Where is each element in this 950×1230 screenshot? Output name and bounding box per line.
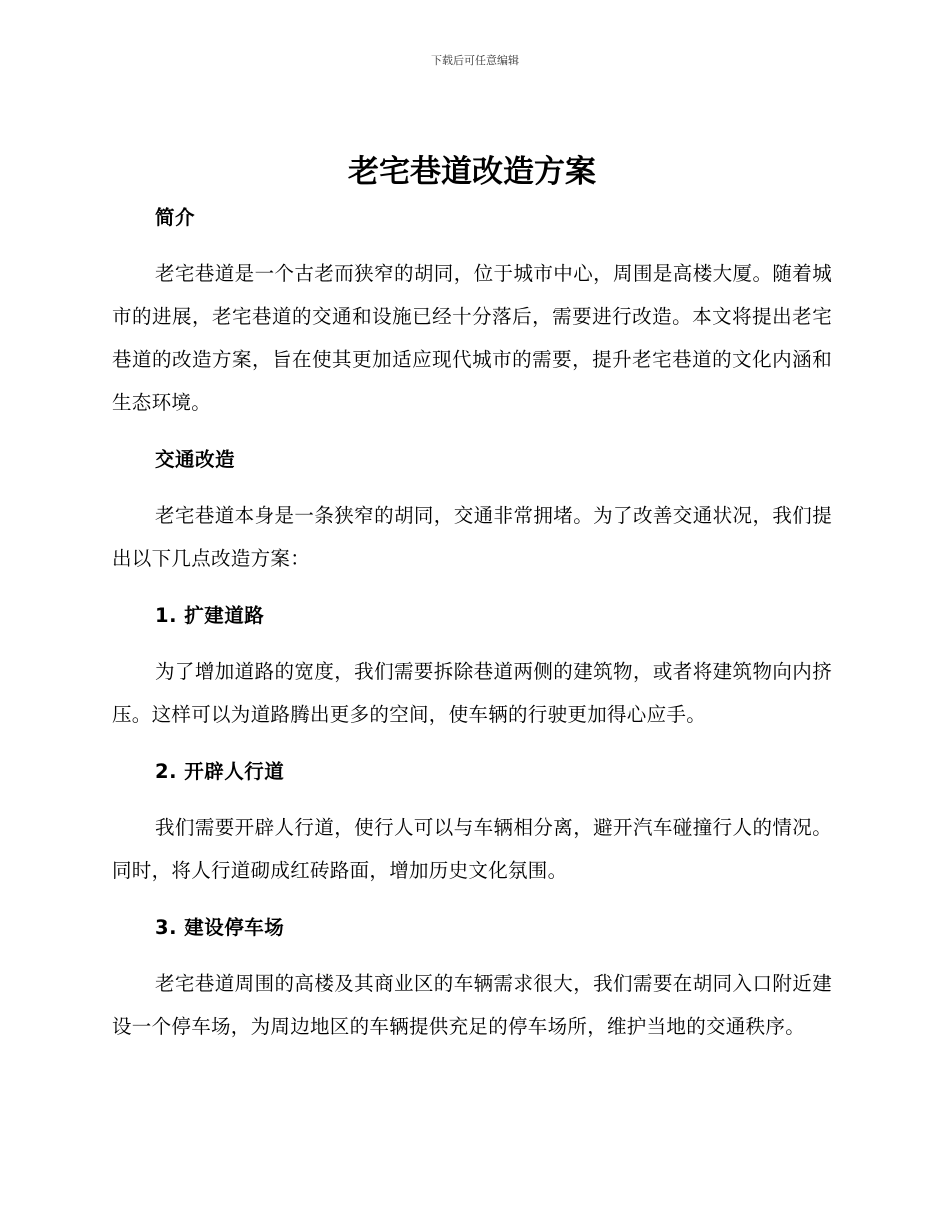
section-heading-expand-road: 1. 扩建道路: [155, 604, 265, 627]
section-paragraph-traffic: 老宅巷道本身是一条狭窄的胡同，交通非常拥堵。为了改善交通状况，我们提出以下几点改造方案：: [112, 504, 832, 570]
section-paragraph-sidewalk: 我们需要开辟人行道，使行人可以与车辆相分离，避开汽车碰撞行人的情况。同时，将人行道砌成红砖路面，增加历史文化氛围。: [112, 816, 832, 882]
section-paragraph-intro: 老宅巷道是一个古老而狭窄的胡同，位于城市中心，周围是高楼大厦。随着城市的进展，老宅巷道的交通和设施已经十分落后，需要进行改造。本文将提出老宅巷道的改造方案，旨在使其更加适应现代城市的需要，提升老宅巷道的文化内涵和生态环境。: [112, 262, 832, 414]
document-title: 老宅巷道改造方案: [348, 154, 596, 190]
section-heading-traffic: 交通改造: [155, 448, 236, 471]
document-body: [112, 146, 832, 1048]
section-paragraph-parking: 老宅巷道周围的高楼及其商业区的车辆需求很大，我们需要在胡同入口附近建设一个停车场，为周边地区的车辆提供充足的停车场所，维护当地的交通秩序。: [112, 972, 832, 1038]
section-heading-intro: 简介: [155, 206, 196, 229]
page-header-note: 下载后可任意编辑: [431, 54, 519, 67]
section-heading-sidewalk: 2. 开辟人行道: [155, 760, 285, 783]
section-heading-parking: 3. 建设停车场: [155, 916, 285, 939]
section-paragraph-expand-road: 为了增加道路的宽度，我们需要拆除巷道两侧的建筑物，或者将建筑物向内挤压。这样可以为道路腾出更多的空间，使车辆的行驶更加得心应手。: [112, 660, 832, 726]
